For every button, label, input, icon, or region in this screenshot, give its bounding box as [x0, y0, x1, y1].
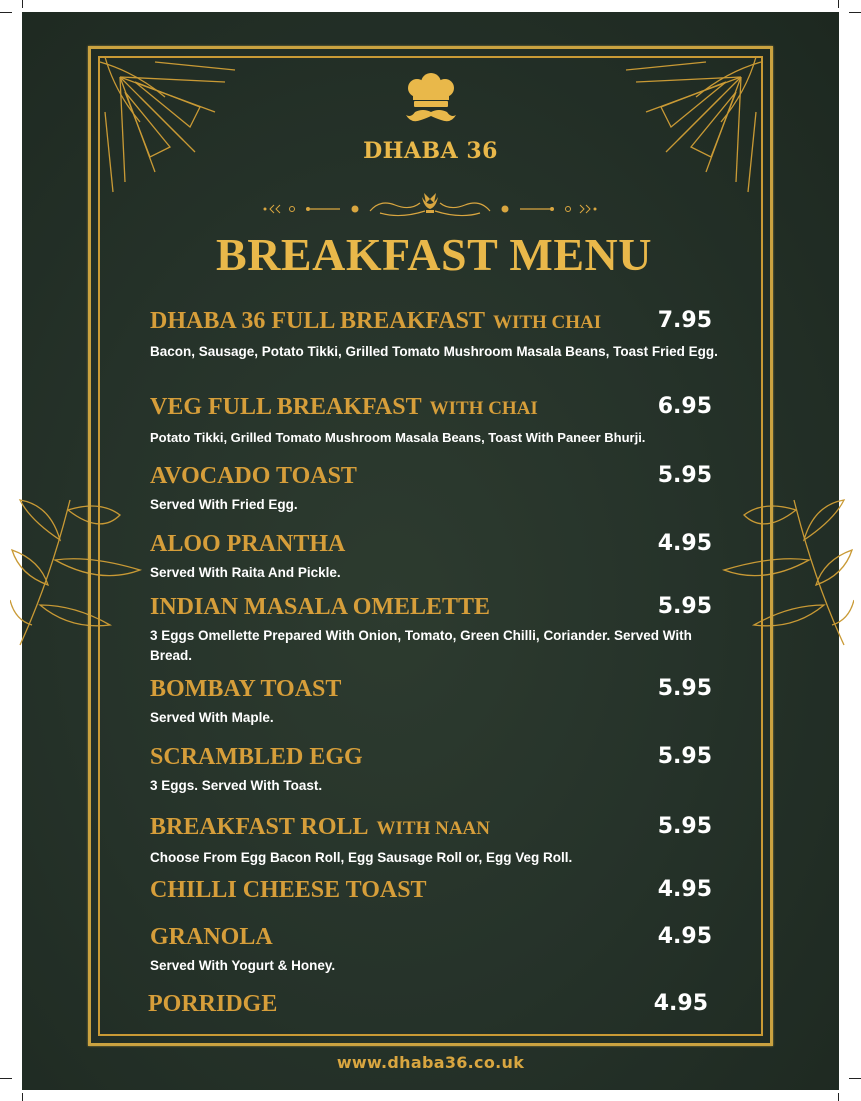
- item-description: Served With Maple.: [150, 710, 274, 725]
- item-name: BREAKFAST ROLL: [150, 814, 369, 840]
- item-price: 4.95: [653, 991, 708, 1016]
- menu-item: [150, 530, 715, 583]
- menu-item: [148, 990, 713, 1018]
- menu-item: [150, 813, 715, 868]
- crop-mark: [0, 1078, 12, 1079]
- item-suffix: WITH CHAI: [429, 398, 538, 419]
- crop-mark: [22, 0, 23, 8]
- item-price: 5.95: [657, 676, 712, 701]
- menu-item: [150, 743, 715, 796]
- item-description: Served With Yogurt & Honey.: [150, 958, 336, 973]
- menu-item: [150, 675, 715, 728]
- item-name: DHABA 36 FULL BREAKFAST: [150, 308, 485, 334]
- item-name: PORRIDGE: [148, 991, 278, 1017]
- item-price: 5.95: [657, 463, 712, 488]
- menu-item: [150, 876, 715, 904]
- item-suffix: WITH NAAN: [376, 818, 490, 839]
- item-price: 4.95: [657, 924, 712, 949]
- menu-item: [150, 923, 715, 976]
- item-description: Served With Raita And Pickle.: [150, 565, 341, 580]
- item-description: Choose From Egg Bacon Roll, Egg Sausage Roll or, Egg Veg Roll.: [150, 850, 573, 865]
- item-price: 5.95: [657, 594, 712, 619]
- item-price: 6.95: [657, 394, 712, 419]
- menu-item: [150, 307, 718, 362]
- item-name: ALOO PRANTHA: [150, 531, 346, 557]
- menu-item: [150, 393, 715, 448]
- flourish-divider-icon: [260, 193, 600, 223]
- item-description: 3 Eggs. Served With Toast.: [150, 778, 323, 793]
- crop-mark: [22, 1093, 23, 1101]
- item-price: 4.95: [657, 877, 712, 902]
- crop-mark: [838, 0, 839, 8]
- item-description: 3 Eggs Omellette Prepared With Onion, Tomato, Green Chilli, Coriander. Served With Bread.: [150, 628, 692, 663]
- item-suffix: WITH CHAI: [492, 312, 602, 333]
- crop-mark: [0, 12, 12, 13]
- item-name: VEG FULL BREAKFAST: [150, 394, 422, 420]
- item-name: AVOCADO TOAST: [150, 463, 357, 489]
- menu-title: BREAKFAST MENU: [216, 229, 652, 280]
- crop-mark: [838, 1093, 839, 1101]
- item-name: INDIAN MASALA OMELETTE: [150, 594, 491, 620]
- item-price: 7.95: [657, 308, 712, 333]
- menu-item: [150, 462, 715, 515]
- item-name: BOMBAY TOAST: [150, 676, 342, 702]
- item-name: CHILLI CHEESE TOAST: [150, 877, 427, 903]
- crop-mark: [849, 12, 861, 13]
- item-name: SCRAMBLED EGG: [150, 744, 363, 770]
- item-price: 4.95: [657, 531, 712, 556]
- item-price: 5.95: [657, 744, 712, 769]
- item-description: Served With Fried Egg.: [150, 497, 298, 512]
- item-description: Potato Tikki, Grilled Tomato Mushroom Masala Beans, Toast With Paneer Bhurji.: [150, 430, 646, 445]
- brand-name: DHABA 36: [363, 138, 498, 164]
- chef-hat-mustache-icon: [403, 72, 459, 128]
- website-link[interactable]: www.dhaba36.co.uk: [336, 1053, 525, 1072]
- item-price: 5.95: [657, 814, 712, 839]
- crop-mark: [849, 1078, 861, 1079]
- item-name: GRANOLA: [150, 924, 273, 950]
- menu-item: [150, 593, 715, 666]
- item-description: Bacon, Sausage, Potato Tikki, Grilled Tomato Mushroom Masala Beans, Toast Fried Egg.: [150, 344, 718, 359]
